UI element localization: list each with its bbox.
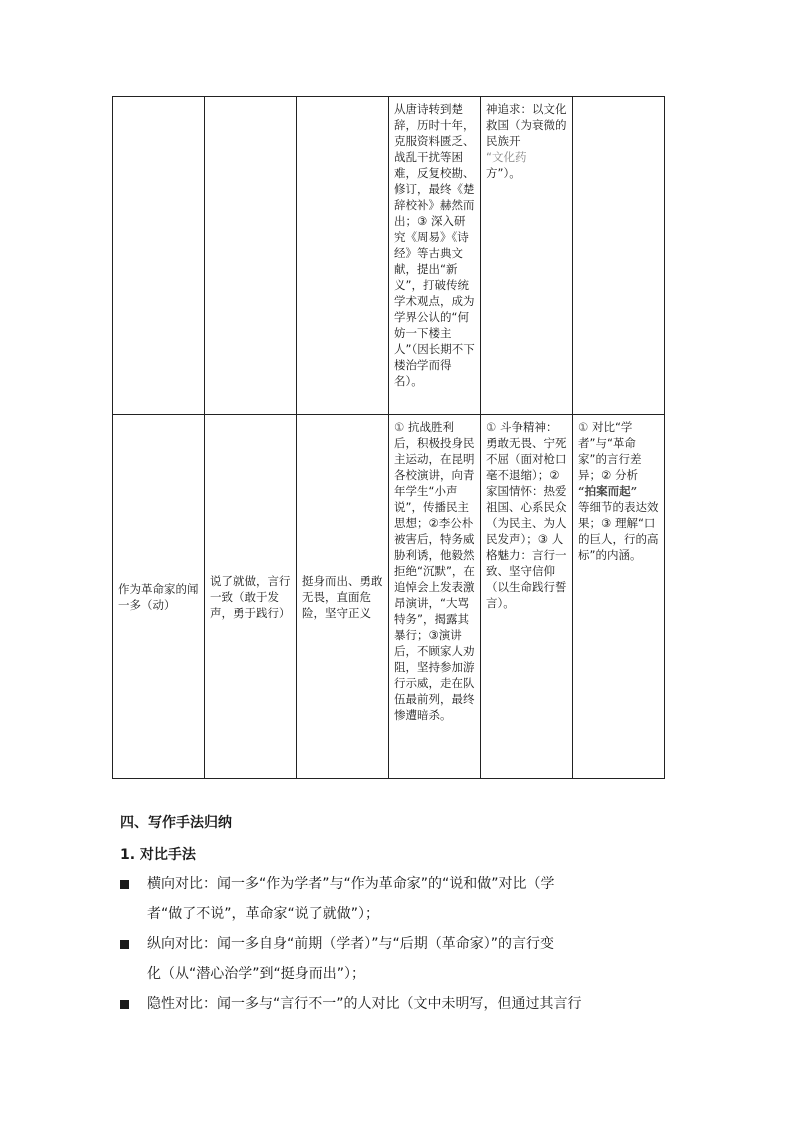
table-cell bbox=[205, 97, 297, 415]
table-row bbox=[113, 415, 665, 779]
section-subheading: 1. 对比手法 bbox=[120, 847, 196, 863]
bullet-text: 纵向对比：闻一多自身“前期（学者）”与“后期（革命家）”的言行变 bbox=[147, 936, 555, 952]
trait-cell: 说了就做，言行一致（敢于发声，勇于践行） bbox=[205, 415, 297, 779]
spirit-text: 斗争精神：勇敢无畏、宁死不屈（面对枪口毫不退缩）；②家国情怀：热爱祖国、心系民众（为民主、为人民发声）；③ 人格魅力：言行一致、坚守信仰（以生命践行誓言）。 bbox=[486, 420, 567, 610]
revolution-deeds-text: 抗战胜利后，积极投身民主运动，在昆明各校演讲，向青年学生“小声说”，传播民主思想；②李公朴被害后，特务威胁利诱，他毅然拒绝“沉默”，在追悼会上发表激昂演讲，“大骂特务”，揭露其暴行；③演讲后，不顾家人劝阻，坚持参加游行示威，走在队伍最前列，最终惨遭暗杀。 bbox=[394, 420, 475, 722]
list-item bbox=[120, 989, 668, 1019]
bullet-text-continued: 化（从“潜心治学”到“挺身而出”）； bbox=[147, 966, 366, 982]
list-item bbox=[120, 929, 668, 989]
square-bullet-icon bbox=[120, 940, 129, 949]
item-number: ① bbox=[578, 420, 589, 434]
spirit-cell bbox=[481, 415, 573, 779]
learning-goals-cell bbox=[573, 415, 665, 779]
bullet-text: 横向对比：闻一多“作为学者”与“作为革命家”的“说和做”对比（学 bbox=[147, 876, 555, 892]
table-cell bbox=[113, 97, 205, 415]
role-cell: 作为革命家的闻一多（动） bbox=[113, 415, 205, 779]
academic-deeds-cell: 从唐诗转到楚辞，历时十年，克服资料匮乏、战乱干扰等困难，反复校勘、修订，最终《楚辞校补》赫然而出；③ 深入研究《周易》《诗经》等古典文献，提出“新义”，打破传统学术观点，成为学界公认的“何妨一下楼主人”（因长期不下楼治学而得名）。 bbox=[389, 97, 481, 415]
spirit-text: 神追求：以文化救国（为衰微的民族开 bbox=[486, 102, 567, 148]
content-table bbox=[112, 96, 665, 779]
goals-text-end: 等细节的表达效果；③ 理解“口的巨人，行的高标”的内涵。 bbox=[578, 500, 659, 562]
spirit-cell bbox=[481, 97, 573, 415]
goals-quote: “拍案而起” bbox=[578, 484, 638, 498]
table-cell bbox=[573, 97, 665, 415]
spirit-quote: “文化药 bbox=[486, 150, 527, 164]
spirit-text-end: 方”）。 bbox=[486, 166, 521, 180]
bullet-text: 隐性对比：闻一多与“言行不一”的人对比（文中未明写，但通过其言行 bbox=[147, 996, 582, 1012]
section-heading: 四、写作手法归纳 bbox=[120, 815, 232, 831]
item-number: ① bbox=[394, 420, 405, 434]
goals-text: 对比“学者”与“革命家”的言行差异；② 分析 bbox=[578, 420, 642, 482]
table-row bbox=[113, 97, 665, 415]
list-item bbox=[120, 869, 668, 929]
quality-cell: 挺身而出、勇敢无畏，直面危险，坚守正义 bbox=[297, 415, 389, 779]
table-cell bbox=[297, 97, 389, 415]
bullet-text-continued: 者“做了不说”，革命家“说了就做”）； bbox=[147, 906, 380, 922]
square-bullet-icon bbox=[120, 880, 129, 889]
bullet-list bbox=[120, 869, 668, 1019]
revolution-deeds-cell bbox=[389, 415, 481, 779]
square-bullet-icon bbox=[120, 1000, 129, 1009]
item-number: ① bbox=[486, 420, 497, 434]
